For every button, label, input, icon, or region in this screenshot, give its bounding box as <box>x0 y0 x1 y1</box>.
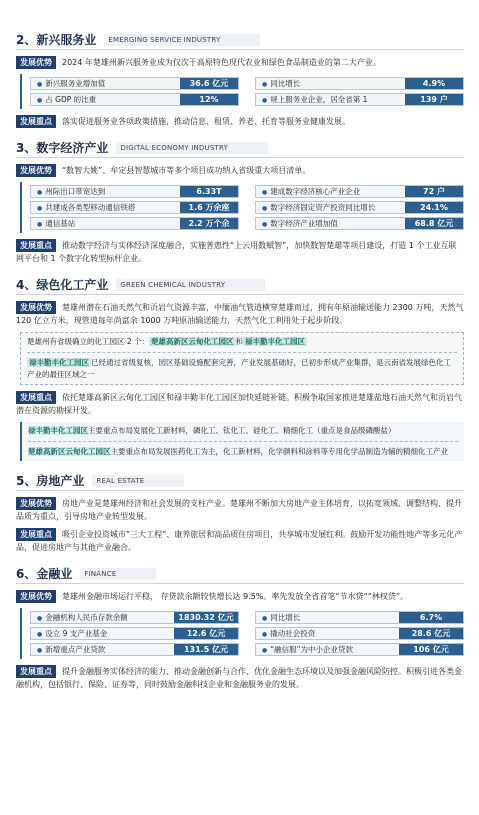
advantage-paragraph <box>16 56 464 69</box>
section-title: 新兴服务业 <box>36 33 97 47</box>
stat-label: ● 新兴服务业增加值 <box>31 78 180 89</box>
section-title-en: DIGITAL ECONOMY INDUSTRY <box>116 142 268 154</box>
focus-text: 推动数字经济与实体经济深度融合，实施普惠性“上云用数赋智”，加快数智楚雄等项目建设，打造 1 个工业互联网平台和 1 个数字化转型标杆企业。 <box>16 241 457 263</box>
stat-value: 12.6 亿元 <box>174 628 238 639</box>
section-header <box>16 138 464 158</box>
stat-item <box>30 611 239 624</box>
stat-value: 24.1% <box>405 202 463 213</box>
stat-item <box>255 217 464 230</box>
section-header <box>16 30 464 50</box>
advantage-text: 2024 年楚雄州新兴服务业成为仅次于高原特色现代农业和绿色食品制造业的第二大产业。 <box>62 58 381 67</box>
focus-text: 提升金融服务实体经济的能力、推动金融创新与合作、优化金融生态环境以及加强金融风险防控。积极引进各类金融机构，包括银行、保险、证券等，同时鼓励金融科技企业和金融服务业的发展。 <box>16 667 462 689</box>
section-title-en: GREEN CHEMICAL INDUSTRY <box>116 279 265 291</box>
stat-value: 6.7% <box>399 612 463 623</box>
stat-label: ● 共建成各类型移动通信铁塔 <box>31 202 180 213</box>
advantage-tag: 发展优势 <box>16 590 56 603</box>
park-b-desc <box>27 357 457 381</box>
advantage-paragraph <box>16 590 464 603</box>
page <box>16 30 464 701</box>
focus-tag: 发展重点 <box>16 528 56 541</box>
stats-grid <box>20 608 464 659</box>
stat-label: ● 州际出口带宽达到 <box>31 186 180 197</box>
stat-label: ● 金融机构人民币存款余额 <box>31 612 174 623</box>
focus-tag: 发展重点 <box>16 239 56 252</box>
focus-tag: 发展重点 <box>16 115 56 128</box>
section-real-estate <box>16 471 464 554</box>
stat-value: 1830.32 亿元 <box>174 612 238 623</box>
focus-paragraph <box>16 665 464 691</box>
stat-item <box>30 643 239 656</box>
section-digital-economy <box>16 138 464 265</box>
stat-item <box>30 201 239 214</box>
advantage-tag: 发展优势 <box>16 301 56 314</box>
stat-item <box>255 201 464 214</box>
advantage-tag: 发展优势 <box>16 497 56 510</box>
stat-value: 131.5 亿元 <box>174 644 238 655</box>
section-title: 绿色化工产业 <box>36 278 109 292</box>
divider <box>27 352 457 353</box>
advantage-text: 楚雄州潜在石油天然气和贡岩气资源丰富，中缅油气管道横穿楚雄而过，拥有年原油输送能力 2300 万吨，天然气 120 亿立方米，现管道每年尚富余 1000 万吨原油输送能力，天然气化工利用处于起步阶段。 <box>16 303 464 325</box>
focus-paragraph <box>16 391 464 417</box>
stat-label: ● 建成数字经济核心产业企业 <box>256 186 405 197</box>
section-title-en: EMERGING SERVICE INDUSTRY <box>104 34 260 46</box>
park-b-name: 禄丰勤丰化工园区 <box>245 337 306 346</box>
stat-item <box>30 77 239 90</box>
park-plan-item <box>28 446 458 458</box>
section-header <box>16 564 464 584</box>
parks-line <box>27 336 457 348</box>
stat-label: ● 通信基站 <box>31 218 180 229</box>
section-finance <box>16 564 464 691</box>
chemical-parks-box <box>20 332 464 385</box>
stat-label: ● 同比增长 <box>256 612 399 623</box>
park-plan-name: 楚雄高新区云甸化工园区 <box>28 447 111 456</box>
focus-text: 依托楚雄高新区云甸化工园区和禄丰勤丰化工园区加快延链补链。积极争取国家推进楚雄盐地石油天然气和贡岩气潜在资源的勘探开发。 <box>16 393 462 415</box>
stat-item <box>255 627 464 640</box>
advantage-text: “数智大姚”、牟定县智慧城市等多个项目成功纳入省级重大项目清单。 <box>62 166 311 175</box>
parks-and: 和 <box>235 337 244 346</box>
section-number: 3、 <box>16 141 37 155</box>
park-plan-name: 禄丰勤丰化工园区 <box>28 426 88 435</box>
section-number: 4、 <box>16 278 37 292</box>
stat-item <box>255 93 464 106</box>
stat-value: 28.6 亿元 <box>399 628 463 639</box>
section-title: 数字经济产业 <box>36 141 109 155</box>
stats-grid <box>20 74 464 109</box>
park-plan-item <box>28 425 458 437</box>
park-plan-box <box>20 422 464 461</box>
advantage-text: 房地产业是楚雄州经济和社会发展的支柱产业。楚雄州不断加大房地产业主体培育，以拓宽领域、调整结构、提升品质为重点，引导房地产业转型发展。 <box>16 499 462 521</box>
park-b-label: 禄丰勤丰化工园区 <box>29 358 89 367</box>
stat-value: 106 亿元 <box>399 644 463 655</box>
stat-item <box>30 93 239 106</box>
stat-value: 12% <box>180 94 238 105</box>
section-title: 房地产业 <box>36 474 85 488</box>
park-plan-text: 主要重点布局发展医药化工为主，化工新材料，化学颜料和涂料等专用化学品制造为辅的精细化工产业 <box>110 447 448 456</box>
focus-paragraph <box>16 239 464 265</box>
park-plan-text: 主要重点布局发展化工新材料，磷化工、钛化工、硅化工、精细化工（重点是食品级磷酸盐） <box>88 426 396 435</box>
stat-label: ● 同比增长 <box>256 78 405 89</box>
stat-value: 4.9% <box>405 78 463 89</box>
stat-item <box>255 77 464 90</box>
advantage-paragraph <box>16 301 464 327</box>
focus-paragraph <box>16 115 464 128</box>
stat-label: ● “融信服”为中小企业贷款 <box>256 644 399 655</box>
section-header <box>16 471 464 491</box>
stat-label: ● 新增重点产业贷款 <box>31 644 174 655</box>
stat-label: ● 数字经济固定资产投资同比增长 <box>256 202 405 213</box>
stat-label: ● 规上服务业企业，居全省第 1 <box>256 94 405 105</box>
advantage-text: 楚雄州金融市场运行平稳， 存贷款余额较快增长达 9.5%。率先发放全省首笔“节水贷”“林权贷”。 <box>62 592 408 601</box>
divider <box>28 441 458 442</box>
stat-item <box>255 643 464 656</box>
focus-text: 吸引企业投资城市“三大工程”、康养旅居和高品质住房项目，共享城市发展红利。鼓励开发功能性地产等多元化产品，促进房地产与其他产业融合。 <box>16 530 463 552</box>
stat-value: 36.6 亿元 <box>180 78 238 89</box>
parks-lead: 楚雄州有省级确立的化工园区 2 个： <box>27 337 150 346</box>
focus-paragraph <box>16 528 464 554</box>
stats-grid <box>20 182 464 233</box>
section-emerging-service <box>16 30 464 128</box>
section-header <box>16 275 464 295</box>
stat-item <box>30 217 239 230</box>
section-number: 2、 <box>16 33 37 47</box>
advantage-tag: 发展优势 <box>16 164 56 177</box>
stat-label: ● 数字经济产业增加值 <box>256 218 405 229</box>
section-title: 金融业 <box>36 567 73 581</box>
stat-value: 6.33T <box>180 186 238 197</box>
park-b-text: 已经通过省级复核，园区基础设施配套完善，产业发展基础好，已初步形成产业集群，是云南省发展绿色化工产业的最佳区域之一 <box>27 358 451 379</box>
stat-label: ● 撬动社会投资 <box>256 628 399 639</box>
stat-item <box>30 627 239 640</box>
park-a-name: 楚雄高新区云甸化工园区 <box>151 337 234 346</box>
section-number: 6、 <box>16 567 37 581</box>
section-title-en: REAL ESTATE <box>92 475 184 487</box>
section-green-chemical <box>16 275 464 461</box>
stat-item <box>255 611 464 624</box>
stat-label: ● 设立 9 支产业基金 <box>31 628 174 639</box>
advantage-paragraph <box>16 497 464 523</box>
section-title-en: FINANCE <box>80 568 156 580</box>
stat-item <box>255 185 464 198</box>
stat-value: 68.8 亿元 <box>405 218 463 229</box>
focus-tag: 发展重点 <box>16 391 56 404</box>
focus-text: 落实促进服务业各项政策措施，推动信息、租赁、养老、托育等服务业健康发展。 <box>62 117 350 126</box>
section-number: 5、 <box>16 474 37 488</box>
advantage-tag: 发展优势 <box>16 56 56 69</box>
stat-label: ● 占 GDP 的比重 <box>31 94 180 105</box>
stat-value: 1.6 万余座 <box>180 202 238 213</box>
advantage-paragraph <box>16 164 464 177</box>
focus-tag: 发展重点 <box>16 665 56 678</box>
stat-value: 139 户 <box>405 94 463 105</box>
stat-value: 2.2 万个余 <box>180 218 238 229</box>
stat-item <box>30 185 239 198</box>
stat-value: 72 户 <box>405 186 463 197</box>
